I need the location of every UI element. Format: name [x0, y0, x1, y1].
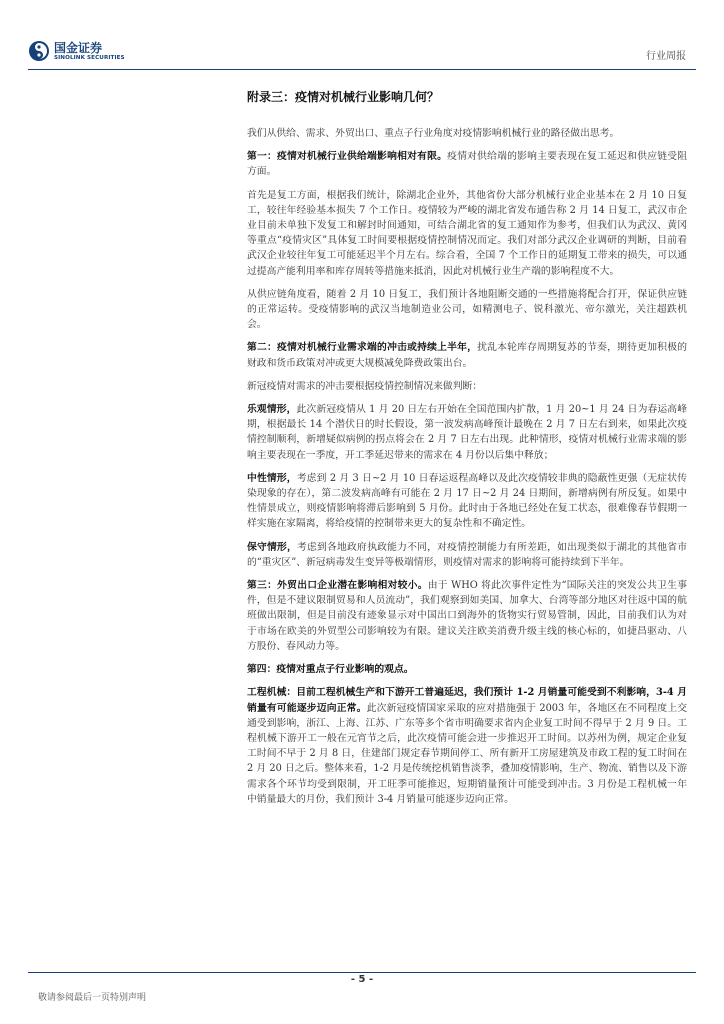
supply-text: 疫情对供给端的影响主要表现在复工延迟和供应链受阻方面。 [247, 151, 688, 178]
neutral-paragraph [247, 471, 687, 532]
conservative-text: 考虑到各地政府执政能力不同，对疫情控制能力有所差距，如出现类似于湖北的其他省市的“重灾区”、新冠病毒发生变异等极端情形，则疫情对需求的影响将可能持续到下半年。 [247, 541, 688, 568]
export-paragraph [247, 578, 687, 654]
supply-chain-paragraph: 从供应链角度看，随着 2 月 10 日复工，我们预计各地阻断交通的一些措施将配合打开，保证供应链的正常运转。受疫情影响的武汉当地制造业公司，如精测电子、锐科激光、帝尔激光，关注超跌机会。 [247, 288, 687, 331]
optimistic-heading: 乐观情形， [247, 404, 297, 416]
construction-machinery-heading: 工程机械：目前工程机械生产和下游开工普遍延迟，我们预计 1-2 月销量可能受到不利影响，3-4 月销量有可能逐步迈向正常。 [247, 687, 687, 714]
subsector-heading-paragraph [247, 662, 687, 677]
demand-intro-paragraph: 新冠疫情对需求的冲击要根据疫情控制情况来做判断： [247, 380, 483, 392]
footer-divider [28, 972, 696, 973]
page-number: - 5 - [350, 974, 374, 985]
company-logo [28, 40, 138, 66]
supply-heading: 第一：疫情对机械行业供给端影响相对有限。 [247, 151, 448, 163]
demand-paragraph [247, 340, 687, 370]
neutral-heading: 中性情形， [247, 472, 297, 484]
section-title: 附录三：疫情对机械行业影响几何？ [247, 90, 440, 104]
intro-paragraph: 我们从供给、需求、外贸出口、重点子行业角度对疫情影响机械行业的路径做出思考。 [247, 128, 620, 139]
conservative-heading: 保守情形， [247, 541, 298, 553]
demand-text: 扰乱本轮库存周期复苏的节奏，期待更加积极的财政和货币政策对冲或更大规模减免降费政策出台。 [247, 342, 688, 369]
export-text: 由于 WHO 将此次事件定性为“国际关注的突发公共卫生事件，但是不建议限制贸易和人员流动”，我们观察到如美国、加拿大、台湾等部分地区对往返中国的航班做出限制，但是目前没有迹象显示对中国出口到海外的货物实行贸易管制，因此，目前我们认为对于市场在欧美的外贸型公司影响较为有限。建议关注欧美消费升级主线的核心标的，如捷昌驱动、八方股份、春风动力等。 [247, 580, 687, 652]
logo-chinese-text: 国金证券 [54, 41, 103, 55]
disclaimer-text: 敬请参阅最后一页特别声明 [38, 993, 147, 1003]
resumption-paragraph: 首先是复工方面，根据我们统计，除湖北企业外，其他省份大部分机械行业企业基本在 2 月 10 日复工，较往年经验基本损失 7 个工作日。疫情较为严峻的湖北省发布通告称 2 月 14 日复工，武汉市企业目前未单独下发复工和解封时间通知，可结合湖北省的复工通知作为参考，但我们认为武汉、黄冈等重点“疫情灾区”具体复工时间要根据疫情控制情况而定。我们对部分武汉企业调研的判断，目前看武汉企业较往年复工可能延迟半个月左右。综合看，全国 7 个工作日的延期复工带来的损失，可以通过提高产能利用率和库存周转等措施来抵消，因此对机械行业生产端的影响程度不大。 [247, 189, 687, 277]
conservative-paragraph [247, 540, 687, 570]
construction-machinery-text: 此次新冠疫情国家采取的应对措施强于 2003 年，各地区在不同程度上交通受到影响，浙江、上海、江苏、广东等多个省市明确要求省内企业复工时间不得早于 2 月 9 日。工程机械下游开工一般在元宵节之后，此次疫情可能会进一步推迟开工时间。以苏州为例，规定企业复工时间不早于 2 月 8 日，住建部门规定春节期间停工、所有新开工房屋建筑及市政工程的复工时间在 2 月 20 日之后。整体来看，1-2 月是传统挖机销售淡季，叠加疫情影响，生产、物流、销售以及下游需求各个环节均受到限制，开工旺季可能推迟，短期销量预计可能受到冲击。3 月份是工程机械一年中销量最大的月份，我们预计 3-4 月销量可能逐步迈向正常。 [247, 702, 687, 805]
page-header [0, 0, 724, 70]
subsector-heading: 第四：疫情对重点子行业影响的观点。 [247, 664, 414, 676]
construction-machinery-paragraph [247, 685, 687, 807]
supply-paragraph [247, 149, 687, 179]
main-content [247, 88, 687, 815]
optimistic-paragraph [247, 402, 687, 463]
neutral-text: 考虑到 2 月 3 日~2 月 10 日春运返程高峰以及此次疫情较非典的隐蔽性更强（无症状传染现象的存在），第二波发病高峰有可能在 2 月 17 日~2 月 24 日期间，新增病例有所反复。如果中性情景成立，则疫情影响将滞后影响到 5 月份。此时由于各地已经处在复工状态，很难像春节假期一样实施在家隔离，将给疫情的控制带来更大的复杂性和不确定性。 [247, 472, 687, 530]
optimistic-text: 此次新冠疫情从 1 月 20 日左右开始在全国范围内扩散，1 月 20~1 月 24 日为春运高峰期，根据最长 14 个潜伏日的时长假设，第一波发病高峰预计最晚在 2 月 7 日左右到来，如果此次疫情控制顺利，新增疑似病例的拐点将会在 2 月 7 日左右出现。此种情形，疫情对机械行业需求端的影响主要表现在一季度，开工季延迟带来的需求在 4 月份以后集中释放； [247, 404, 687, 461]
demand-heading: 第二：疫情对机械行业需求端的冲击或持续上半年， [247, 342, 478, 354]
report-type-label: 行业周报 [646, 51, 686, 62]
header-divider [28, 69, 696, 70]
export-heading: 第三：外贸出口企业潜在影响相对较小。 [247, 580, 428, 592]
logo-english-text: SINOLINK SECURITIES [54, 55, 125, 61]
sinolink-logo-icon [28, 40, 50, 62]
